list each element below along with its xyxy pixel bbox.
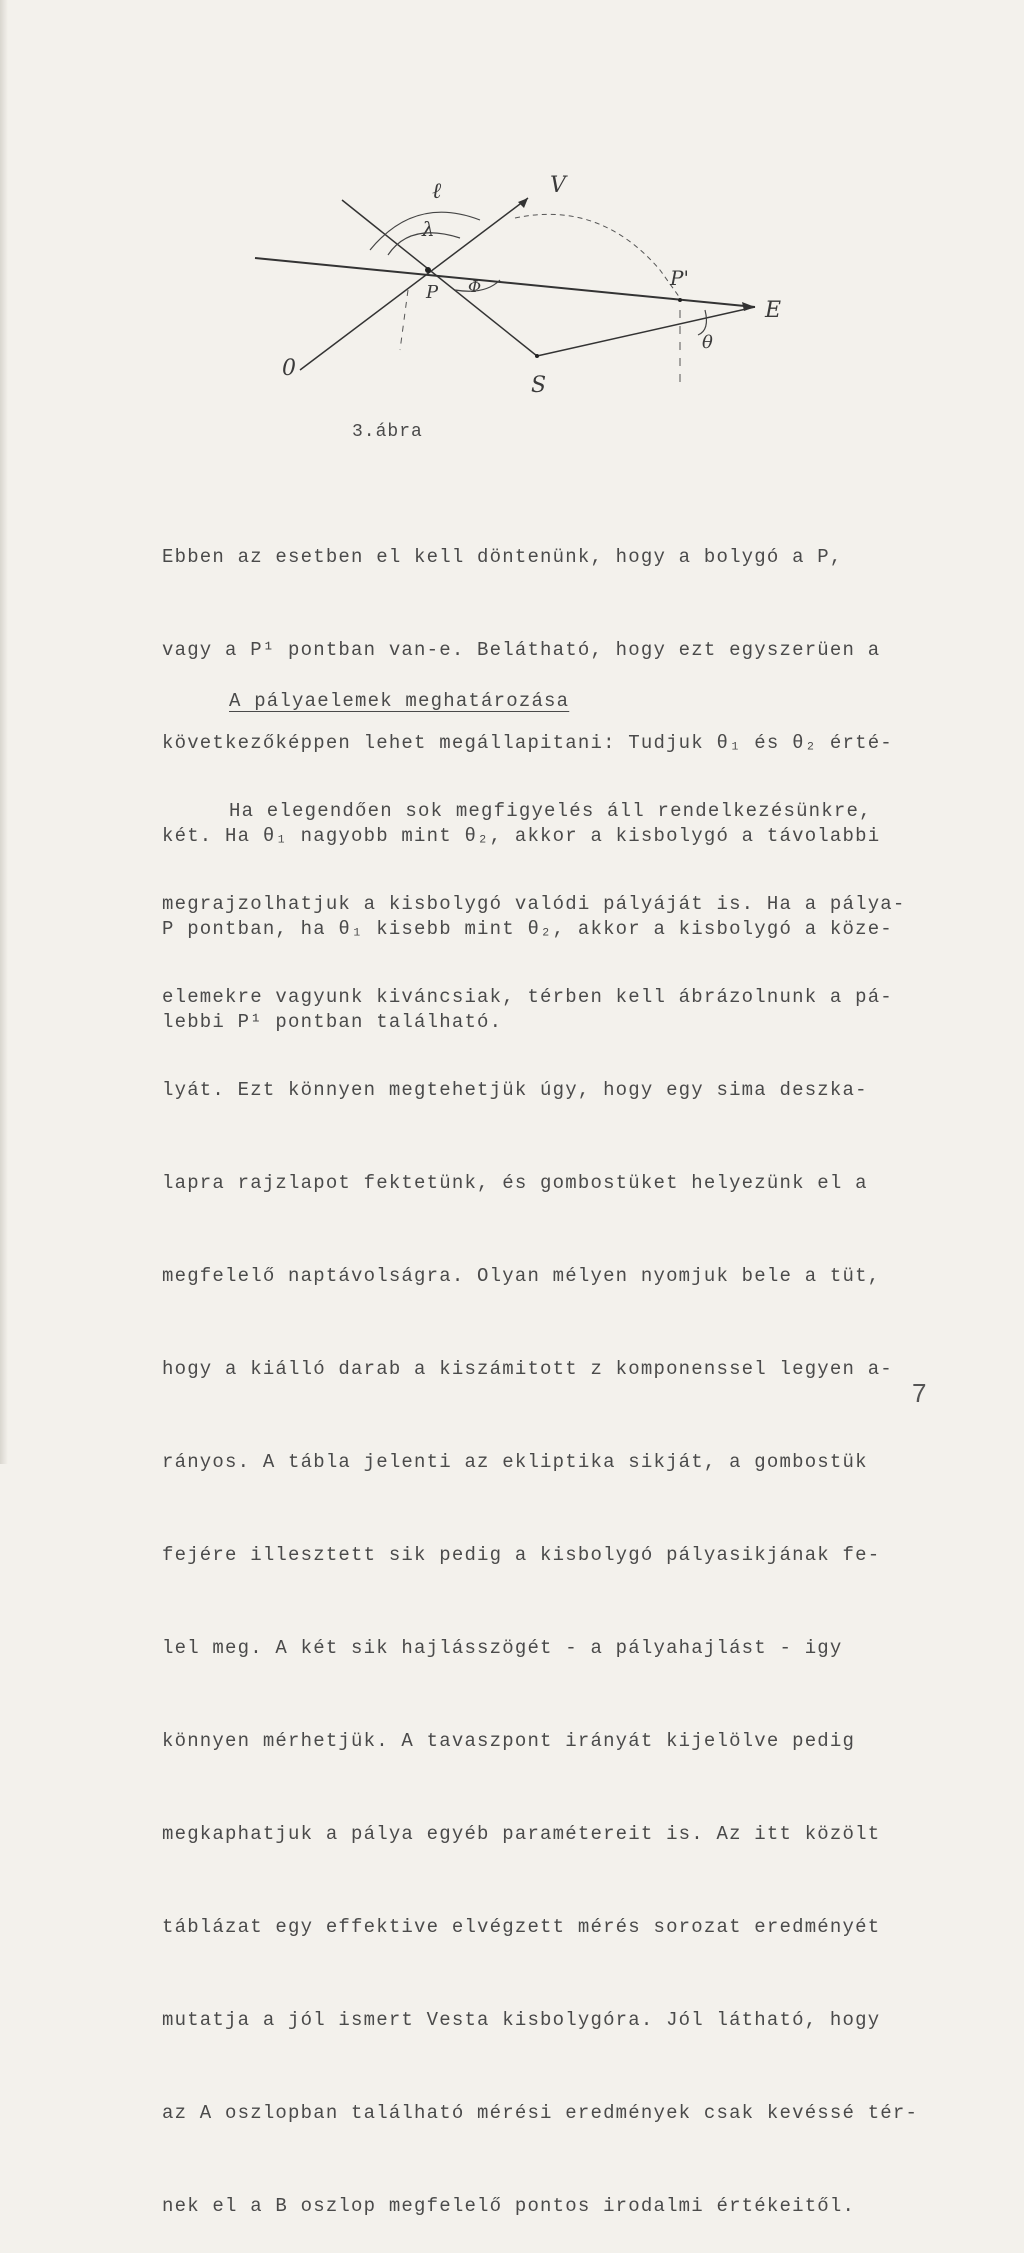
label-e: E <box>765 298 782 323</box>
label-s: S <box>531 373 547 398</box>
text-line: lel meg. A két sik hajlásszögét - a pályahajlást - igy <box>162 1637 843 1659</box>
geometry-figure <box>250 160 810 400</box>
line-o-v <box>300 198 528 370</box>
label-lambda: λ <box>422 217 435 241</box>
point-s <box>535 354 539 358</box>
text-line: mutatja a jól ismert Vesta kisbolygóra. Jól látható, hogy <box>162 2009 881 2031</box>
point-p-prime <box>678 298 682 302</box>
text-line: vagy a P¹ pontban van-e. Belátható, hogy ezt egyszerüen a <box>162 639 881 661</box>
page-edge <box>0 0 8 1464</box>
line-s-e <box>537 307 755 356</box>
text-line: az A oszlopban található mérési eredmények csak kevéssé tér- <box>162 2102 919 2124</box>
section-heading: A pályaelemek meghatározása <box>229 690 570 712</box>
text-line: megkaphatjuk a pálya egyéb paramétereit is. Az itt közölt <box>162 1823 881 1845</box>
text-line: elemekre vagyunk kiváncsiak, térben kell ábrázolnunk a pá- <box>162 986 893 1008</box>
text-line: könnyen mérhetjük. A tavaszpont irányát kijelölve pedig <box>162 1730 856 1752</box>
text-line: Ebben az esetben el kell döntenünk, hogy a bolygó a P, <box>162 546 843 568</box>
page-number: 7 <box>912 1378 927 1408</box>
line-l-s <box>342 200 537 356</box>
text-line: megrajzolhatjuk a kisbolygó valódi pályáját is. Ha a pálya- <box>162 893 906 915</box>
paragraph-2 <box>162 734 962 2253</box>
text-line: fejére illesztett sik pedig a kisbolygó pályasikjának fe- <box>162 1544 881 1566</box>
arrow-v <box>518 198 528 208</box>
label-v: V <box>550 173 566 198</box>
point-p <box>425 267 431 273</box>
text-line: lapra rajzlapot fektetünk, és gombostüket helyezünk el a <box>162 1172 868 1194</box>
arrow-e <box>742 302 755 311</box>
dashed-line-p <box>400 290 408 350</box>
text-line: táblázat egy effektive elvégzett mérés sorozat eredményét <box>162 1916 881 1938</box>
text-line: megfelelő naptávolságra. Olyan mélyen nyomjuk bele a tüt, <box>162 1265 881 1287</box>
text-line: Ha elegendően sok megfigyelés áll rendelkezésünkre, <box>229 800 872 822</box>
label-p: P <box>426 282 439 303</box>
label-o: 0 <box>282 356 296 381</box>
text-line: két. Ha θ₁ nagyobb mint θ₂, akkor a kisbolygó a távolabbi <box>162 825 881 847</box>
label-theta: θ <box>702 332 713 353</box>
text-line: következőképpen lehet megállapitani: Tudjuk θ₁ és θ₂ érté- <box>162 732 893 754</box>
text-line: P pontban, ha θ₁ kisebb mint θ₂, akkor a kisbolygó a köze- <box>162 918 893 940</box>
label-l: ℓ <box>432 179 442 204</box>
text-line: hogy a kiálló darab a kiszámitott z komponenssel legyen a- <box>162 1358 893 1380</box>
figure-caption: 3.ábra <box>352 422 423 442</box>
label-p-prime: P' <box>670 266 689 290</box>
text-line: lebbi P¹ pontban található. <box>162 1011 503 1033</box>
text-line: rányos. A tábla jelenti az ekliptika sikját, a gombostük <box>162 1451 868 1473</box>
text-line: lyát. Ezt könnyen megtehetjük úgy, hogy egy sima deszka- <box>162 1079 868 1101</box>
label-phi: Φ <box>468 277 482 296</box>
text-line: nek el a B oszlop megfelelő pontos irodalmi értékeitől. <box>162 2195 856 2217</box>
